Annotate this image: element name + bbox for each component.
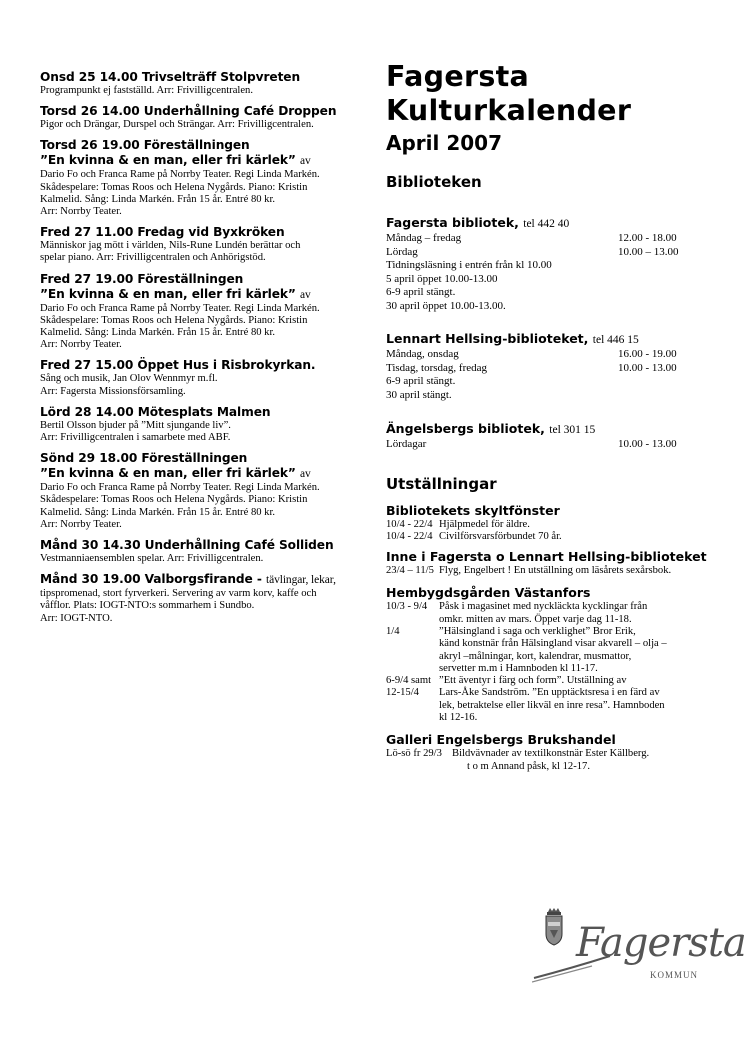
event-10 [40,572,370,625]
event-line: Dario Fo och Franca Rame på Norrby Teater. Regi Linda Markén. [40,302,320,314]
event-line: Arr: Fagersta Missionsförsamling. [40,385,186,397]
hours-row [386,348,731,362]
hours-value: 12.00 - 18.00 [618,232,677,244]
event-line: tipspromenad, stort fyrverkeri. Servering av varm korv, kaffe och [40,588,317,600]
event-line: Skådespelare: Tomas Roos och Helena Nygårds. Piano: Kristin [40,494,308,506]
event-heading: Torsd 26 14.00 Underhållning Café Droppen [40,104,337,119]
exhibition-date: 10/4 - 22/4 [386,518,433,530]
exhibition-group [386,732,731,773]
hours-label: Lördag [386,245,418,258]
exhibition-text-block [439,687,731,724]
hours-label: Måndag, onsdag [386,348,459,360]
exhibition-text: Hjälpmedel för äldre. [439,518,530,530]
play-title: ”En kvinna & en man, eller fri kärlek” [40,466,296,481]
event-line: Skådespelare: Tomas Roos och Helena Nygårds. Piano: Kristin [40,314,308,326]
page-title-2: Kulturkalender [386,94,632,127]
library-note: 5 april öppet 10.00-13.00 [386,272,498,285]
event-subheading [40,153,370,169]
exhibition-text: t o m Annand påsk, kl 12-17. [467,760,590,772]
library-1 [386,215,731,313]
event-line: Pigor och Drängar, Durspel och Strängar. Arr: Frivilligcentralen. [40,119,314,131]
exhibition-text: känd konstnär från Hälsingland visar akvarell – olja – [439,638,667,650]
event-heading: Fred 27 19.00 Föreställningen [40,271,244,286]
exhibition-date: Lö-sö fr 29/3 [386,748,442,760]
logo-wordmark: Fagersta [576,920,746,966]
hours-value: 16.00 - 19.00 [618,348,677,360]
logo-kommun: KOMMUN [650,970,699,980]
exhibition-text: Lars-Åke Sandström. ”En upptäcktsresa i en färd av [439,687,660,699]
event-line: Vestmanniaensemblen spelar. Arr: Frivilligcentralen. [40,553,264,565]
exhibition-venue: Bibliotekets skyltfönster [386,502,560,518]
event-heading: Fred 27 11.00 Fredag vid Byxkröken [40,225,285,240]
library-name: Ängelsbergs bibliotek, [386,421,545,436]
play-title: ”En kvinna & en man, eller fri kärlek” [40,153,296,168]
event-line: Kalmelid. Sång: Linda Markén. Från 15 år. Entré 80 kr. [40,327,276,339]
hours-value: 10.00 - 13.00 [618,361,677,374]
event-line: Dario Fo och Franca Rame på Norrby Teater. Regi Linda Markén. [40,169,320,181]
library-heading [386,421,731,438]
exhibition-date: 6-9/4 samt [386,675,432,687]
page-subtitle: April 2007 [386,131,502,155]
event-heading: Torsd 26 19.00 Föreställningen [40,138,250,153]
library-phone: tel 446 15 [592,334,639,346]
exhibition-row [386,531,731,543]
event-7 [40,405,370,444]
exhibition-text-block [452,748,731,773]
exhibition-date: 23/4 – 11/5 [386,565,434,577]
exhibition-text: ”Ett äventyr i färg och form”. Utställning av [439,675,627,687]
event-line: Arr: IOGT-NTO. [40,612,113,624]
event-line: Dario Fo och Franca Rame på Norrby Teater. Regi Linda Markén. [40,482,320,494]
exhibition-row [386,519,731,531]
exhibition-group [386,549,731,577]
library-heading [386,215,731,232]
event-heading: Onsd 25 14.00 Trivselträff Stolpvreten [40,70,301,84]
exhibition-date: 10/4 - 22/4 [386,530,433,542]
exhibition-text: Flyg, Engelbert ! En utställning om läsårets sexårsbok. [439,565,672,577]
library-note: 6-9 april stängt. [386,375,456,387]
event-line: Arr: Norrby Teater. [40,518,122,530]
libraries-heading: Biblioteken [386,173,482,191]
event-line: Arr: Norrby Teater. [40,206,122,218]
event-3 [40,138,370,218]
event-inline-text: tävlingar, lekar, [265,574,336,587]
event-9 [40,538,370,565]
exhibition-text: kl 12-16. [439,712,478,724]
exhibition-text: Civilförsvarsförbundet 70 år. [439,530,562,542]
av-word: av [299,468,311,481]
exhibition-text: Påsk i magasinet med nyckläckta kycklingar från [439,601,648,613]
exhibition-text: omkr. mitten av mars. Öppet varje dag 11-18. [439,613,632,625]
library-name: Lennart Hellsing-biblioteket, [386,331,589,346]
event-5 [40,272,370,352]
play-title: ”En kvinna & en man, eller fri kärlek” [40,286,296,301]
event-line: Kalmelid. Sång: Linda Markén. Från 15 år. Entré 80 kr. [40,506,276,518]
exhibition-row [386,565,731,577]
library-note: Tidningsläsning i entrén från kl 10.00 [386,259,552,271]
library-heading [386,331,731,348]
hours-row [386,232,731,246]
library-note: 30 april öppet 10.00-13.00. [386,299,506,312]
library-phone: tel 442 40 [523,218,570,230]
event-subheading [40,287,370,303]
exhibition-text: akryl –målningar, kort, kalendrar, musmattor, [439,650,632,662]
hours-label: Lördagar [386,438,427,450]
fagersta-kommun-logo [532,908,746,988]
exhibition-venue: Hembygdsgården Västanfors [386,585,591,601]
exhibition-venue: Galleri Engelsbergs Brukshandel [386,732,616,748]
event-subheading [40,466,370,482]
exhibition-group [386,585,731,724]
hours-row [386,362,731,376]
library-name: Fagersta bibliotek, [386,215,519,230]
exhibition-text-block [439,601,731,626]
library-note: 30 april stängt. [386,388,452,401]
event-line: Bertil Olsson bjuder på ”Mitt sjungande liv”. [40,419,231,431]
library-2 [386,331,731,402]
exhibition-row [386,748,731,773]
av-word: av [299,155,311,168]
hours-row [386,438,731,452]
av-word: av [299,288,311,301]
exhibition-date: 10/3 - 9/4 [386,601,428,613]
event-heading: Fred 27 15.00 Öppet Hus i Risbrokyrkan. [40,358,316,373]
info-column [386,60,731,773]
exhibition-date: 1/4 [386,625,400,637]
exhibition-text-block [439,626,731,675]
hours-row [386,246,731,260]
event-line: våfflor. Plats: IOGT-NTO:s sommarhem i Sundbo. [40,600,255,612]
exhibition-row [386,626,731,675]
event-line: Kalmelid. Sång: Linda Markén. Från 15 år. Entré 80 kr. [40,193,276,205]
library-phone: tel 301 15 [549,424,596,436]
exhibition-text: lek, betraktelse eller likväl en inre resa”. Hamnboden [439,699,665,711]
event-heading: Månd 30 14.30 Underhållning Café Solliden [40,538,334,553]
hours-value: 10.00 - 13.00 [618,438,677,450]
event-line: Människor jag mött i världen, Nils-Rune Lundén berättar och [40,240,301,252]
event-line: Arr: Frivilligcentralen i samarbete med ABF. [40,432,231,444]
hours-value: 10.00 – 13.00 [618,245,679,258]
exhibition-row [386,601,731,626]
event-heading-text: Månd 30 19.00 Valborgsfirande - [40,572,262,587]
exhibition-group [386,503,731,544]
exhibition-date: 12-15/4 [386,687,419,699]
event-8 [40,451,370,531]
event-6 [40,358,370,397]
page-title: Fagersta [386,60,530,93]
event-heading: Sönd 29 18.00 Föreställningen [40,451,248,466]
hours-label: Måndag – fredag [386,232,462,244]
exhibition-row [386,675,731,687]
event-2 [40,104,370,131]
exhibition-text: ”Hälsingland i saga och verklighet” Bror Erik, [439,625,636,637]
event-heading: Lörd 28 14.00 Mötesplats Malmen [40,404,271,419]
library-note: 6-9 april stängt. [386,286,456,298]
exhibition-venue: Inne i Fagersta o Lennart Hellsing-biblioteket [386,549,707,565]
event-line: Sång och musik, Jan Olov Wennmyr m.fl. [40,373,218,385]
hours-label: Tisdag, torsdag, fredag [386,361,488,374]
library-3 [386,421,731,452]
events-column [40,70,370,632]
event-1 [40,70,370,97]
event-line: Skådespelare: Tomas Roos och Helena Nygårds. Piano: Kristin [40,181,308,193]
event-4 [40,225,370,264]
event-heading [40,572,370,588]
event-line: spelar piano. Arr: Frivilligcentralen och Anhörigstöd. [40,252,266,264]
exhibitions-heading: Utställningar [386,474,497,493]
exhibition-row [386,687,731,724]
event-line: Arr: Norrby Teater. [40,339,122,351]
exhibition-text: Bildvävnader av textilkonstnär Ester Källberg. [452,748,650,760]
exhibition-text: servetter m.m i Hamnboden kl 11-17. [439,662,598,674]
event-line: Programpunkt ej fastställd. Arr: Frivilligcentralen. [40,85,254,96]
